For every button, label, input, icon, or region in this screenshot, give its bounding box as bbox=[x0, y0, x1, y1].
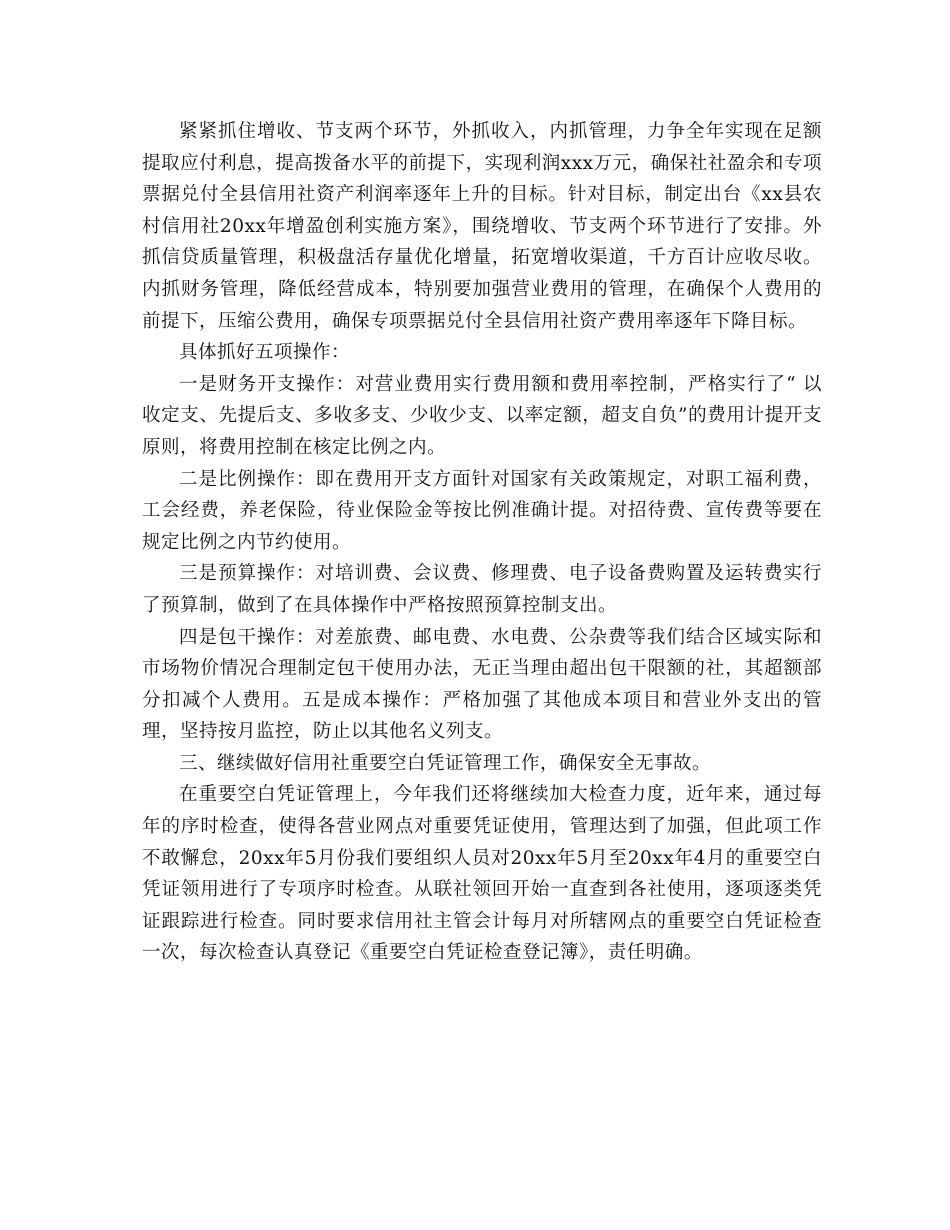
paragraph-ratio-operation: 二是比例操作：即在费用开支方面针对国家有关政策规定，对职工福利费，工会经费，养老保险，待业保险金等按比例准确计提。对招待费、宣传费等要在规定比例之内节约使用。 bbox=[142, 468, 822, 553]
paragraph-voucher-inspection: 在重要空白凭证管理上，今年我们还将继续加大检查力度，近年来，通过每年的序时检查，使得各营业网点对重要凭证使用，管理达到了加强，但此项工作不敢懈怠，20xx年5月份我们要组织人员对20xx年5月至20xx年4月的重要空白凭证领用进行了专项序时检查。从联社领回开始一直查到各社使用，逐项逐类凭证跟踪进行检查。同时要求信用社主管会计每月对所辖网点的重要空白凭证检查一次，每次检查认真登记《重要空白凭证检查登记簿》，责任明确。 bbox=[142, 784, 822, 964]
document-page bbox=[142, 116, 822, 969]
paragraph-budget-operation: 三是预算操作：对培训费、会议费、修理费、电子设备费购置及运转费实行了预算制，做到了在具体操作中严格按照预算控制支出。 bbox=[142, 563, 822, 616]
paragraph-contract-operation: 四是包干操作：对差旅费、邮电费、水电费、公杂费等我们结合区域实际和市场物价情况合理制定包干使用办法，无正当理由超出包干限额的社，其超额部分扣减个人费用。五是成本操作：严格加强了其他成本项目和营业外支出的管理，坚持按月监控，防止以其他名义列支。 bbox=[142, 626, 822, 743]
paragraph-financial-expenditure: 一是财务开支操作：对营业费用实行费用额和费用率控制，严格实行了“ 以收定支、先提后支、多收多支、少收少支、以率定额，超支自负”的费用计提开支原则，将费用控制在核定比例之内。 bbox=[142, 373, 822, 458]
section-heading-blank-vouchers: 三、继续做好信用社重要空白凭证管理工作，确保安全无事故。 bbox=[179, 752, 712, 774]
paragraph-five-operations-heading: 具体抓好五项操作： bbox=[179, 342, 351, 364]
paragraph-increase-income: 紧紧抓住增收、节支两个环节，外抓收入，内抓管理，力争全年实现在足额提取应付利息，提高拨备水平的前提下，实现利润xxx万元，确保社社盈余和专项票据兑付全县信用社资产利润率逐年上升的目标。针对目标，制定出台《xx县农村信用社20xx年增盈创利实施方案》，围绕增收、节支两个环节进行了安排。外抓信贷质量管理，积极盘活存量优化增量，拓宽增收渠道，千方百计应收尽收。内抓财务管理，降低经营成本，特别要加强营业费用的管理，在确保个人费用的前提下，压缩公费用，确保专项票据兑付全县信用社资产费用率逐年下降目标。 bbox=[142, 121, 822, 332]
